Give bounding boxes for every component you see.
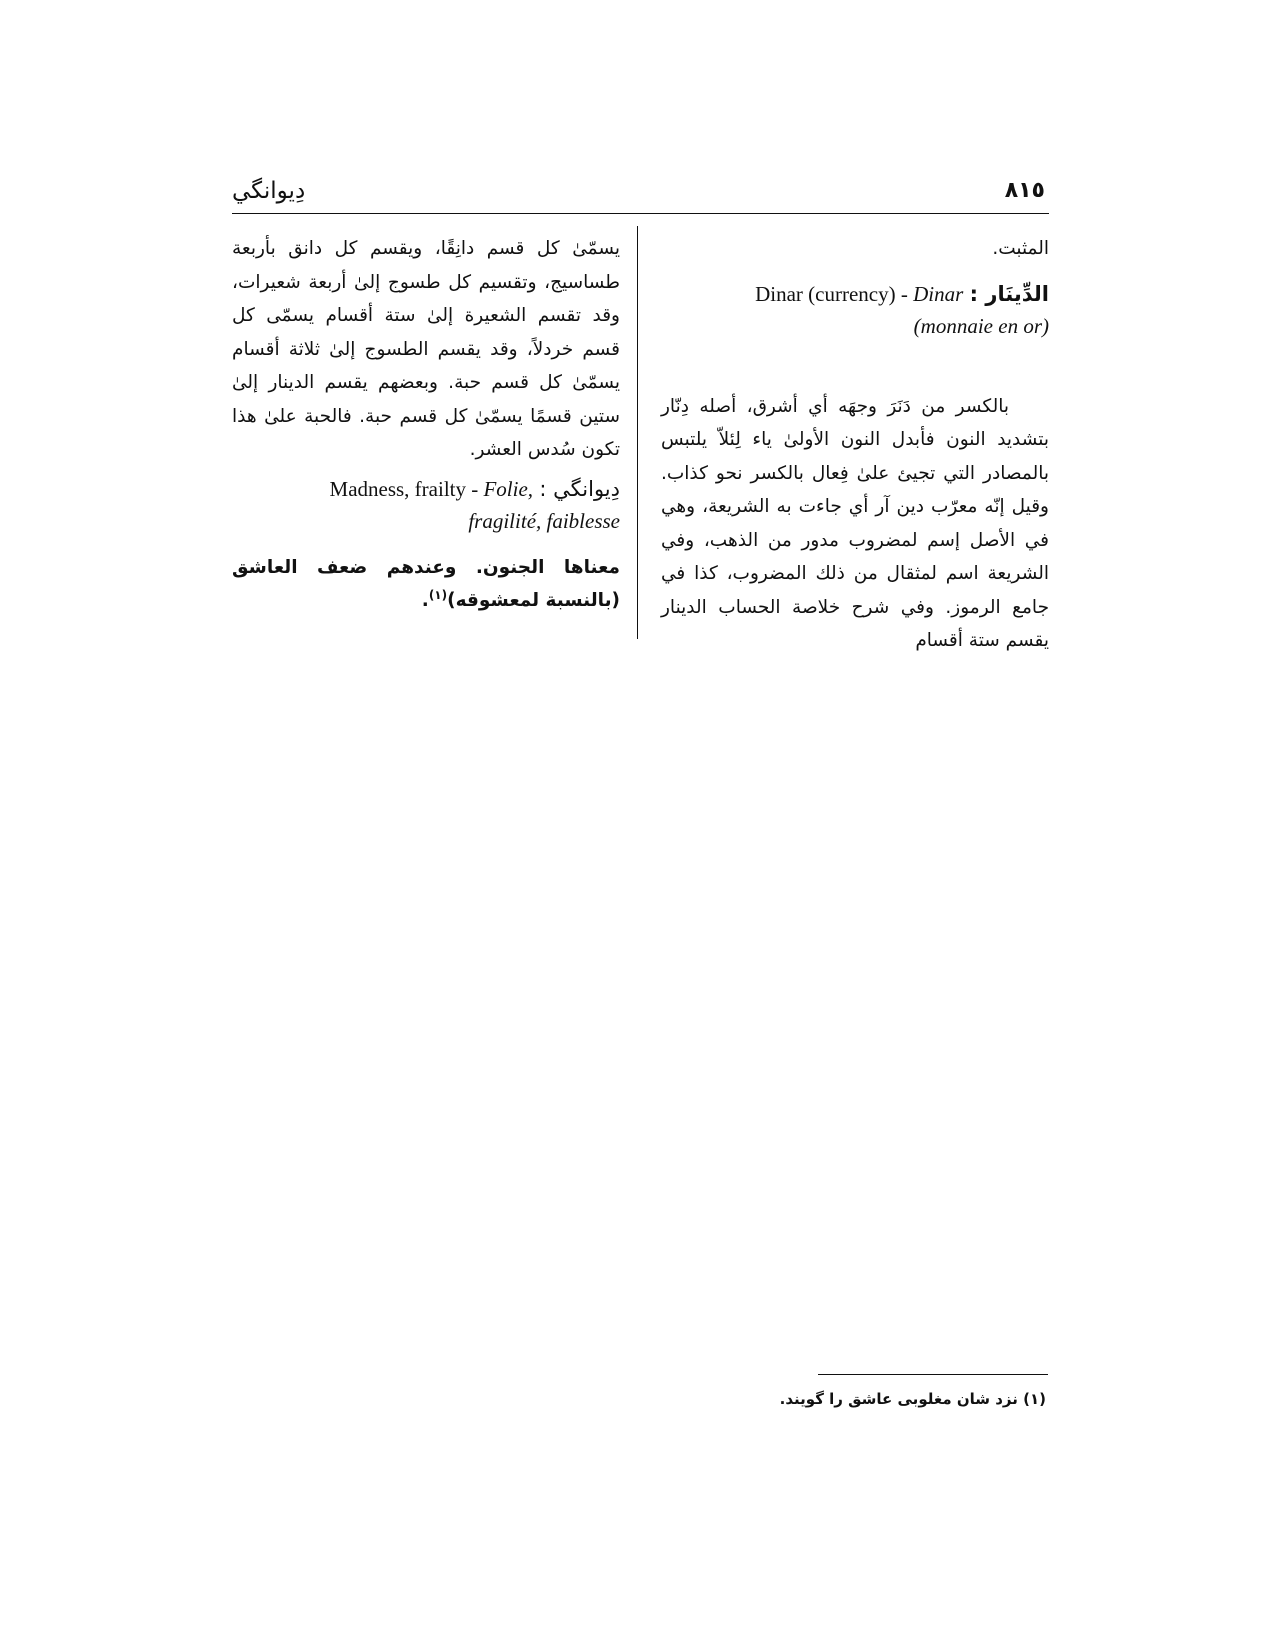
- entry-dinar-french: Dinar: [913, 281, 964, 306]
- entry-divangi-body: [232, 551, 620, 618]
- header-rule: [232, 213, 1049, 214]
- footnote-rule: [818, 1374, 1048, 1375]
- column-divider: [637, 226, 638, 639]
- entry-dinar-headword: الدِّينَار :: [969, 281, 1049, 306]
- right-column: [661, 232, 1049, 658]
- running-title: دِيوانگي: [232, 178, 306, 204]
- entry-dinar-gloss: [755, 282, 963, 306]
- footnote: (١) نزد شان مغلوبى عاشق را گويند.: [779, 1390, 1046, 1408]
- entry-dinar-french-cont: (monnaie en or): [913, 313, 1049, 338]
- entry-divangi-gloss: [330, 477, 534, 501]
- entry-dinar-headline: [661, 278, 1049, 310]
- entry-divangi-text: معناها الجنون. وعندهم ضعف العاشق (بالنسبة لمعشوقه): [232, 556, 620, 611]
- continuation-line: المثبت.: [992, 238, 1049, 259]
- entry-divangi-french-cont: fragilité, faiblesse: [468, 508, 620, 533]
- entry-dinar-english: Dinar (currency) -: [755, 281, 914, 306]
- entry-dinar-gloss-cont: [661, 310, 1049, 342]
- footnote-reference: (١): [428, 587, 448, 602]
- entry-divangi-french: Folie,: [483, 476, 534, 501]
- entry-dinar-body-cont: يسمّىٰ كل قسم دانِقًا، ويقسم كل دانق بأربعة طساسيج، وتقسيم كل طسوج إلىٰ أربعة شعيرات، وقد تقسم الشعيرة إلىٰ ستة أقسام يسمّى كل قسم خردلاً، وقد يقسم الطسوج إلىٰ ثلاثة أقسام يسمّىٰ كل قسم حبة. وبعضهم يقسم الدينار إلىٰ ستين قسمًا يسمّىٰ كل قسم حبة. فالحبة علىٰ هذا تكون سُدس العشر.: [232, 238, 620, 460]
- entry-divangi-headline: [232, 473, 620, 505]
- entry-divangi-english: Madness, frailty -: [329, 476, 484, 501]
- entry-divangi-headword: دِيوانگي :: [539, 476, 620, 501]
- entry-divangi-end: .: [421, 590, 429, 611]
- entry-divangi-gloss-cont: [232, 505, 620, 537]
- entry-dinar-body: بالكسر من دَنَرَ وجهَه أي أشرق، أصله دِنّار بتشديد النون فأبدل النون الأولىٰ ياء لِئلاّ يلتبس بالمصادر التي تجيئ علىٰ فِعال بالكسر نحو كذاب. وقيل إنّه معرّب دين آر أي جاءت به الشريعة، وهي في الأصل إسم لمضروب مدور من الذهب، وفي الشريعة اسم لمثقال من ذلك المضروب، كذا في جامع الرموز. وفي شرح خلاصة الحساب الدينار يقسم ستة أقسام: [661, 395, 1049, 651]
- page-number: ٨١٥: [1004, 178, 1045, 203]
- left-column: [232, 232, 620, 618]
